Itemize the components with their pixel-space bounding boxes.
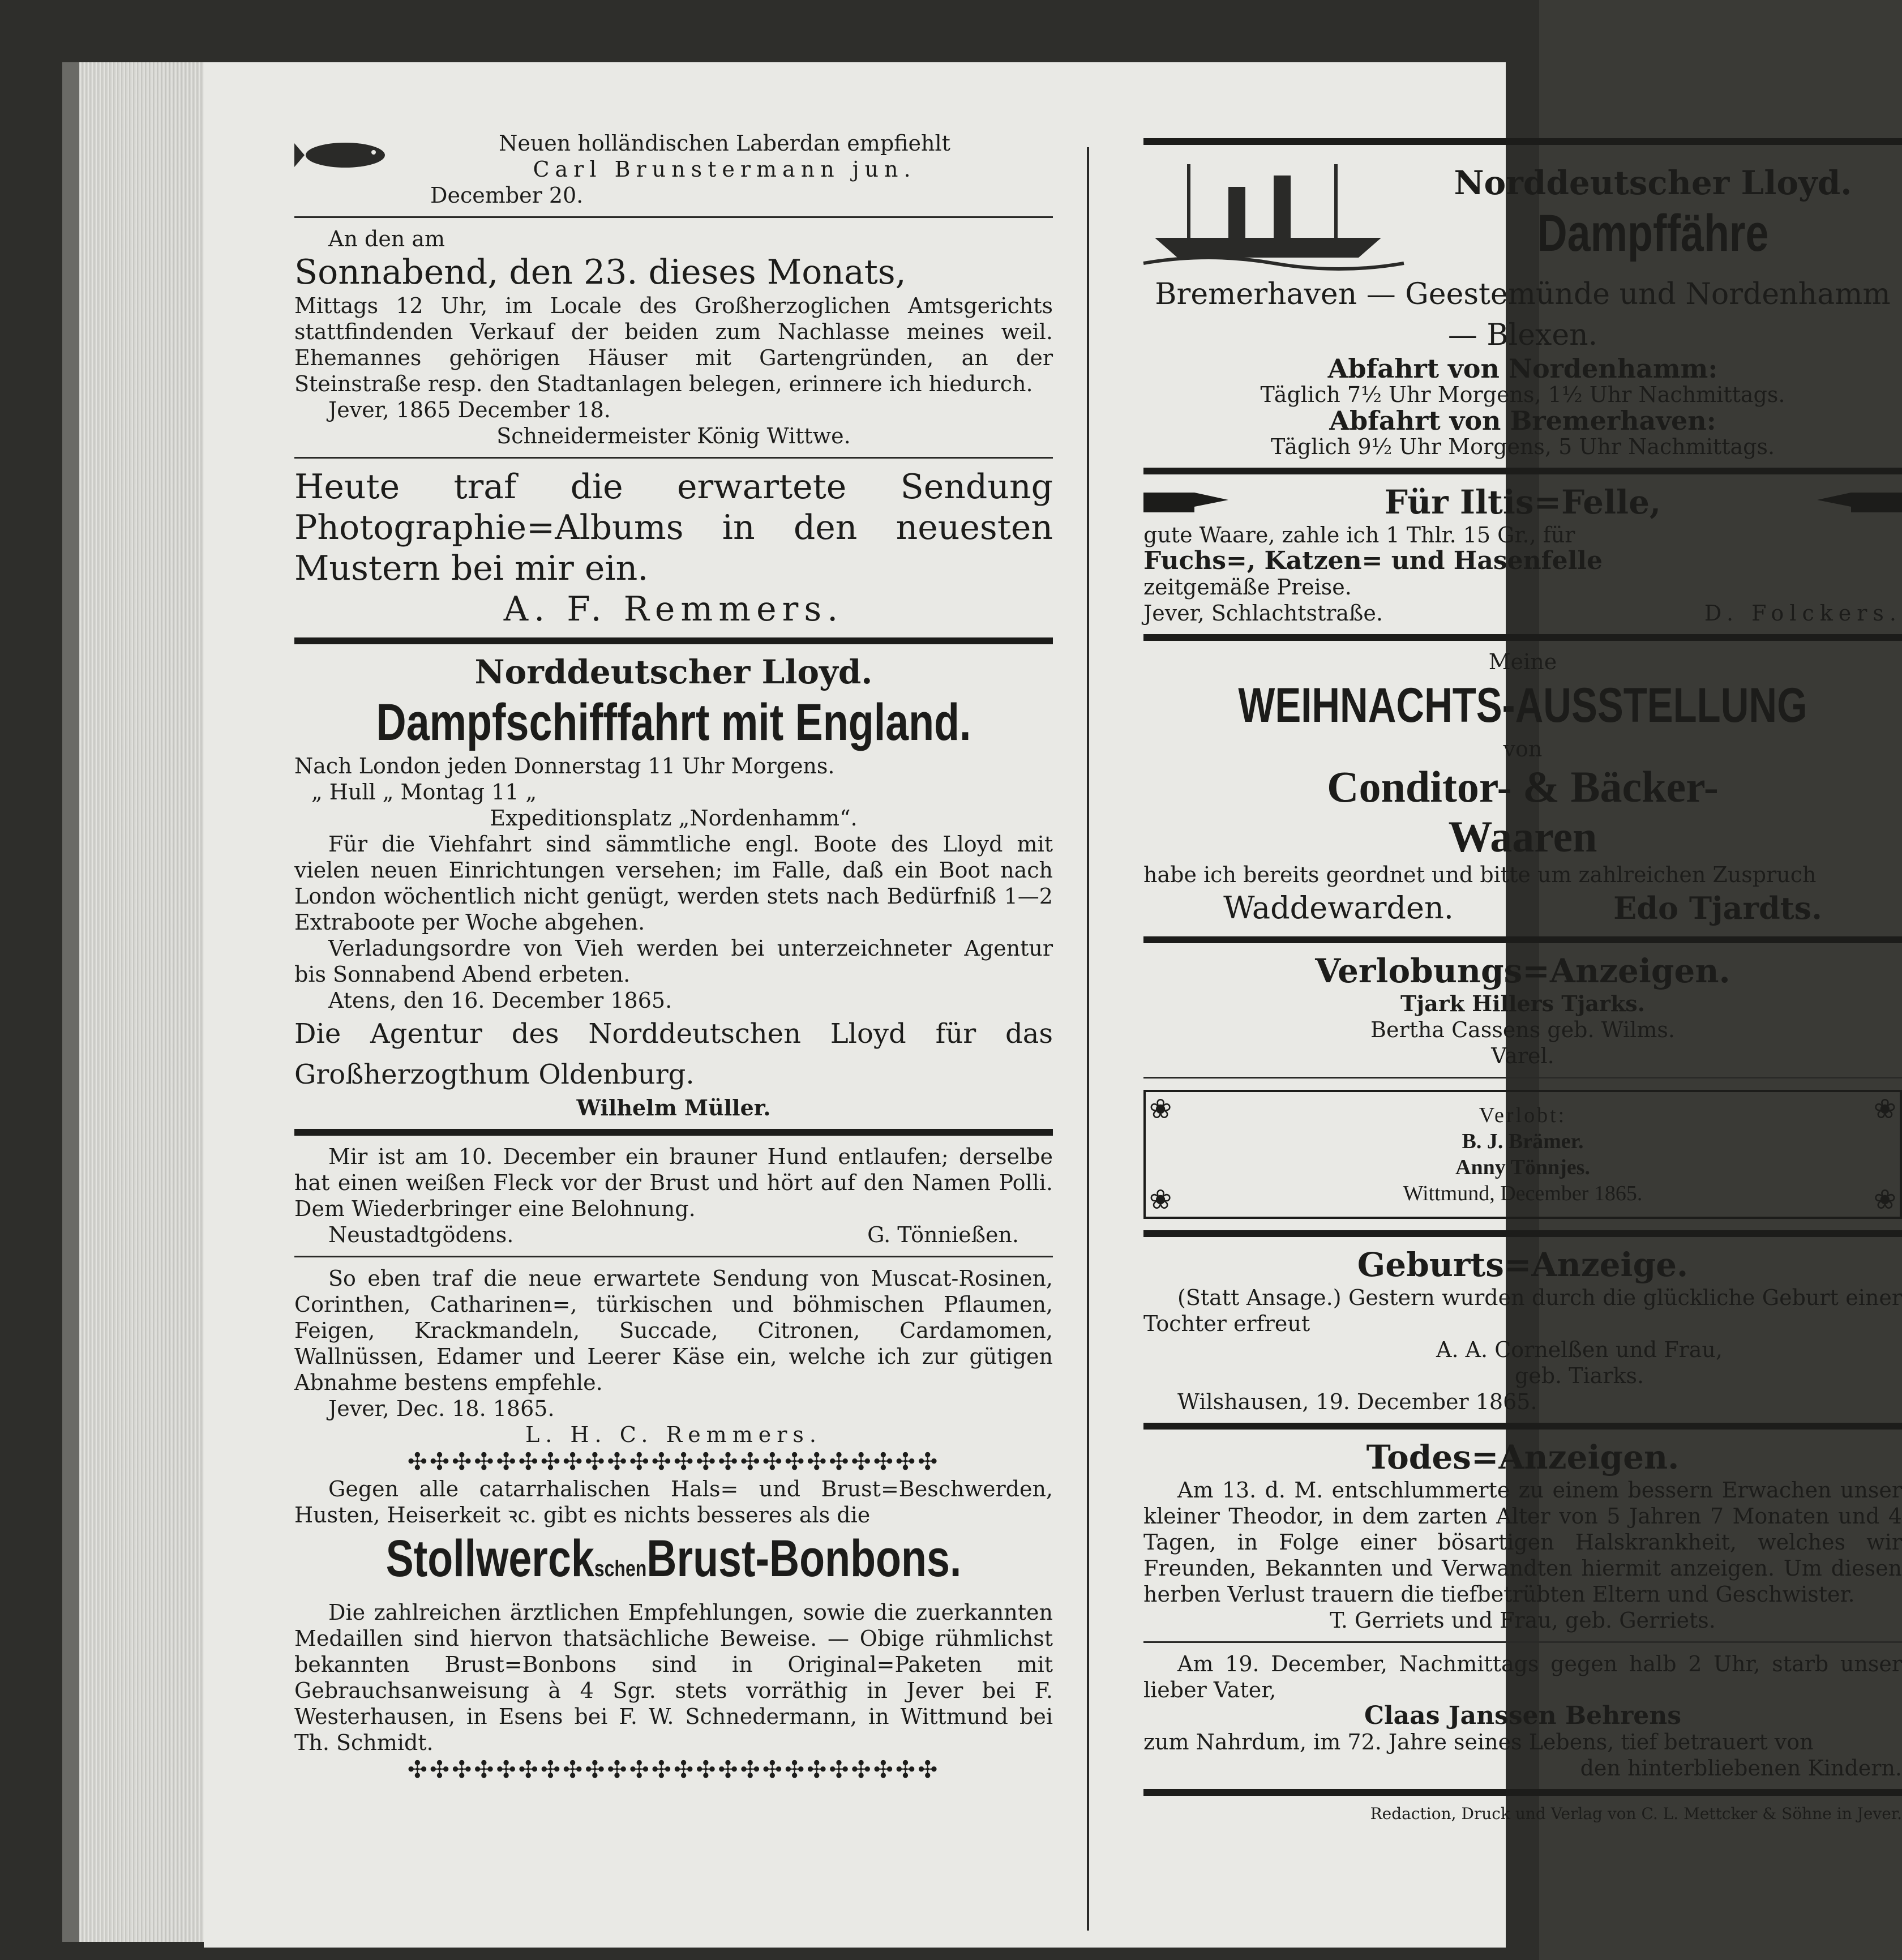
ornament-border: ✣✣✣✣✣✣✣✣✣✣✣✣✣✣✣✣✣✣✣✣✣✣✣✣	[407, 1448, 940, 1475]
behrens-body-1: Am 19. December, Nachmittags gegen halb 2 Uhr, starb unser lieber Vater,	[1143, 1651, 1902, 1702]
divider-thick	[294, 637, 1053, 644]
divider-thick	[1143, 1789, 1902, 1796]
ad-tod	[1143, 1437, 1902, 1633]
ad-alben	[294, 467, 1053, 630]
ad-weihnacht	[1143, 649, 1902, 928]
lloyd-signature: Wilhelm Müller.	[576, 1095, 771, 1120]
verlobung-headline: Verlobungs=Anzeigen.	[1315, 952, 1730, 990]
faehre-dep2-head: Abfahrt von Bremerhaven:	[1329, 405, 1716, 436]
felle-headline: Für Iltis=Felle,	[1384, 483, 1661, 521]
laberdan-name: Carl Brunstermann jun.	[533, 157, 916, 182]
geburt-headline: Geburts=Anzeige.	[1357, 1246, 1689, 1284]
faehre-company: Norddeutscher Lloyd.	[1454, 164, 1852, 202]
lloyd-body-1: Für die Viehfahrt sind sämmtliche engl. Boote des Lloyd mit vielen neuen Einrichtungen versehen; im Falle, daß ein Boot nach London wöchentlich nicht genügt, werden stets nach Bedürfniß 1—2 Extraboote per Woche abgehen.	[294, 832, 1053, 935]
verlobung-name-1: Tjark Hillers Tjarks.	[1400, 991, 1645, 1016]
divider-thick	[1143, 1230, 1902, 1237]
lloyd-route-hull: „ Hull „ Montag 11 „	[311, 780, 537, 804]
ad-sendung	[294, 1265, 1053, 1448]
behrens-signature: den hinterbliebenen Kindern.	[1580, 1756, 1902, 1781]
ad-bonbons	[294, 1476, 1053, 1756]
hund-place: Neustadtgödens.	[328, 1222, 514, 1247]
pointing-hand-left-icon	[1817, 484, 1902, 520]
lloyd-company: Norddeutscher Lloyd.	[474, 653, 873, 691]
floral-ornament-icon: ❀	[1149, 1093, 1172, 1125]
right-column	[1143, 130, 1902, 1824]
divider-thick	[1143, 634, 1902, 641]
verlobt-date: Wittmund, December 1865.	[1403, 1182, 1643, 1205]
felle-line3: zeitgemäße Preise.	[1143, 575, 1352, 600]
sendung-signature: L. H. C. Remmers.	[525, 1422, 822, 1447]
behrens-body-2: zum Nahrdum, im 72. Jahre seines Lebens, tief betrauert von	[1143, 1730, 1814, 1754]
lloyd-headline: Dampfschifffahrt mit England.	[376, 694, 971, 751]
koenig-signature: Schneidermeister König Wittwe.	[496, 423, 851, 448]
lloyd-agency: Die Agentur des Norddeutschen Lloyd für das Großherzogthum Oldenburg.	[294, 1018, 1053, 1090]
ad-behrens	[1143, 1651, 1902, 1781]
weihnacht-headline: WEIHNACHTS-AUSSTELLUNG	[1238, 678, 1807, 733]
felle-signature: D. Folckers.	[1704, 601, 1902, 626]
faehre-dep2: Täglich 9½ Uhr Morgens, 5 Uhr Nachmittags.	[1270, 434, 1775, 459]
weihnacht-place: Waddewarden.	[1223, 890, 1454, 926]
hund-signature: G. Tönnießen.	[867, 1222, 1019, 1247]
sendung-text: So eben traf die neue erwartete Sendung von Muscat-Rosinen, Corinthen, Catharinen=, türkischen und böhmischen Pflaumen, Feigen, Krackmandeln, Succade, Citronen, Cardamomen, Wallnüssen, Edamer und Leerer Käse ein, welche ich zur gütigen Abnahme bestens empfehle.	[294, 1266, 1053, 1395]
pointing-hand-right-icon	[1143, 484, 1228, 520]
floral-ornament-icon: ❀	[1873, 1093, 1896, 1125]
koenig-date: Jever, 1865 December 18.	[328, 397, 611, 422]
geburt-date: Wilshausen, 19. December 1865.	[1177, 1389, 1537, 1414]
faehre-dep1: Täglich 7½ Uhr Morgens, 1½ Uhr Nachmittags.	[1260, 382, 1785, 407]
imprint: Redaction, Druck und Verlag von C. L. Mettcker & Söhne in Jever.	[1370, 1804, 1902, 1823]
ad-laberdan	[294, 130, 1053, 208]
tod-signature: T. Gerriets und Frau, geb. Gerriets.	[1330, 1608, 1716, 1633]
behrens-name: Claas Janssen Behrens	[1364, 1701, 1682, 1730]
koenig-body: Mittags 12 Uhr, im Locale des Großherzoglichen Amtsgerichts stattfindenden Verkauf der beiden zum Nachlasse meines weil. Ehemannes gehörigen Häuser mit Gartengründen, an der Steinstraße resp. den Stadtanlagen belegen, erinnere ich hiedurch.	[294, 293, 1053, 396]
weihnacht-von: von	[1503, 737, 1543, 761]
bonbons-intro: Gegen alle catarrhalischen Hals= und Brust=Beschwerden, Husten, Heiserkeit ꝛc. gibt es nichts besseres als die	[294, 1477, 1053, 1527]
faehre-route: Bremerhaven — Geestemünde und Nordenhamm — Blexen.	[1155, 277, 1891, 352]
laberdan-date: December 20.	[430, 183, 584, 208]
faehre-dep1-head: Abfahrt von Nordenhamm:	[1327, 353, 1718, 384]
bonbons-body: Die zahlreichen ärztlichen Empfehlungen, sowie die zuerkannten Medaillen sind hiervon thatsächliche Beweise. — Obige rühmlichst bekannten Brust=Bonbons sind in Original=Paketen mit Gebrauchsanweisung à 4 Sgr. stets vorräthig in Jever bei F. Westerhausen, in Esens bei F. W. Schnedermann, in Wittmund bei Th. Schmidt.	[294, 1600, 1053, 1755]
tod-headline: Todes=Anzeigen.	[1366, 1438, 1680, 1477]
left-column	[294, 130, 1053, 1784]
floral-ornament-icon: ❀	[1149, 1184, 1172, 1216]
lloyd-route-london: Nach London jeden Donnerstag 11 Uhr Morgens.	[294, 754, 835, 778]
divider	[294, 1256, 1053, 1257]
weihnacht-body: habe ich bereits geordnet und bitte um zahlreichen Zuspruch	[1143, 862, 1817, 887]
fish-icon	[294, 135, 396, 177]
ad-felle	[1143, 482, 1902, 626]
divider	[294, 457, 1053, 459]
koenig-headline: Sonnabend, den 23. dieses Monats,	[294, 253, 906, 292]
newspaper-page	[204, 62, 1902, 1948]
lloyd-place: Expeditionsplatz „Nordenhamm“.	[490, 806, 858, 831]
lloyd-date: Atens, den 16. December 1865.	[328, 988, 672, 1013]
weihnacht-goods-1: Conditor- & Bäcker-	[1327, 762, 1719, 811]
felle-line1: gute Waare, zahle ich 1 Thlr. 15 Gr., für	[1143, 523, 1575, 547]
weihnacht-goods-2: Waaren	[1448, 812, 1597, 861]
divider-thick	[1143, 936, 1902, 943]
weihnacht-signature: Edo Tjardts.	[1613, 890, 1822, 926]
ad-hund	[294, 1144, 1053, 1248]
alben-signature: A. F. Remmers.	[503, 589, 844, 629]
geburt-body: (Statt Ansage.) Gestern wurden durch die glückliche Geburt einer Tochter erfreut	[1143, 1285, 1902, 1336]
ad-dampffaehre	[1143, 153, 1902, 460]
verlobung-name-2: Bertha Cassens geb. Wilms.	[1370, 1017, 1675, 1042]
lloyd-body-2: Verladungsordre von Vieh werden bei unterzeichneter Agentur bis Sonnabend Abend erbeten.	[294, 936, 1053, 987]
geburt-names: A. A. Cornelßen und Frau,	[1436, 1337, 1723, 1362]
felle-line2: Fuchs=, Katzen= und Hasenfelle	[1143, 546, 1603, 575]
verlobt-name-2: Anny Tönnjes.	[1455, 1156, 1590, 1179]
verlobt-label: Verlobt:	[1479, 1103, 1567, 1127]
divider-thick	[294, 1129, 1053, 1136]
bonbons-headline-b: schen	[594, 1556, 647, 1581]
ad-lloyd-england	[294, 652, 1053, 1121]
koenig-intro: An den am	[328, 226, 445, 251]
laberdan-line: Neuen holländischen Laberdan empfiehlt	[499, 131, 950, 156]
ad-verlobt-frame	[1143, 1090, 1902, 1219]
column-divider	[1087, 147, 1089, 1931]
bonbons-headline	[370, 1528, 977, 1599]
hund-text: Mir ist am 10. December ein brauner Hund entlaufen; derselbe hat einen weißen Fleck vor der Brust und hört auf den Namen Polli. Dem Wiederbringer eine Belohnung.	[294, 1144, 1053, 1221]
steamship-icon	[1143, 153, 1404, 274]
tod-body: Am 13. d. M. entschlummerte zu einem bessern Erwachen unser kleiner Theodor, in dem zarten Alter von 5 Jahren 7 Monaten und 4 Tagen, in Folge einer bösartigen Halskrankheit, welches wir Freunden, Bekannten und Verwandten hiermit anzeigen. Um diesen herben Verlust trauern die tiefbetrübten Eltern und Geschwister.	[1143, 1478, 1902, 1607]
weihnacht-intro: Meine	[1488, 649, 1557, 674]
felle-place: Jever, Schlachtstraße.	[1143, 601, 1383, 626]
faehre-headline: Dampffähre	[1537, 204, 1769, 262]
bonbons-headline-c: Brust-Bonbons.	[646, 1530, 962, 1587]
floral-ornament-icon: ❀	[1873, 1184, 1896, 1216]
divider-thick	[1143, 1423, 1902, 1430]
verlobt-name-1: B. J. Brämer.	[1462, 1129, 1584, 1153]
divider	[1143, 1077, 1902, 1079]
bonbons-headline-a: Stollwerck	[385, 1530, 594, 1587]
ornament-border: ✣✣✣✣✣✣✣✣✣✣✣✣✣✣✣✣✣✣✣✣✣✣✣✣	[407, 1756, 940, 1783]
ad-koenig	[294, 226, 1053, 449]
divider	[1143, 1641, 1902, 1643]
geburt-nee: geb. Tiarks.	[1514, 1363, 1644, 1388]
verlobung-place: Varel.	[1491, 1043, 1554, 1068]
ad-verlobung	[1143, 951, 1902, 1069]
divider-thick	[1143, 138, 1902, 145]
ad-geburt	[1143, 1245, 1902, 1415]
alben-text: Heute traf die erwartete Sendung Photographie=Albums in den neuesten Mustern bei mir ein.	[294, 467, 1053, 588]
divider	[294, 216, 1053, 218]
sendung-date: Jever, Dec. 18. 1865.	[328, 1396, 555, 1421]
divider-thick	[1143, 468, 1902, 474]
